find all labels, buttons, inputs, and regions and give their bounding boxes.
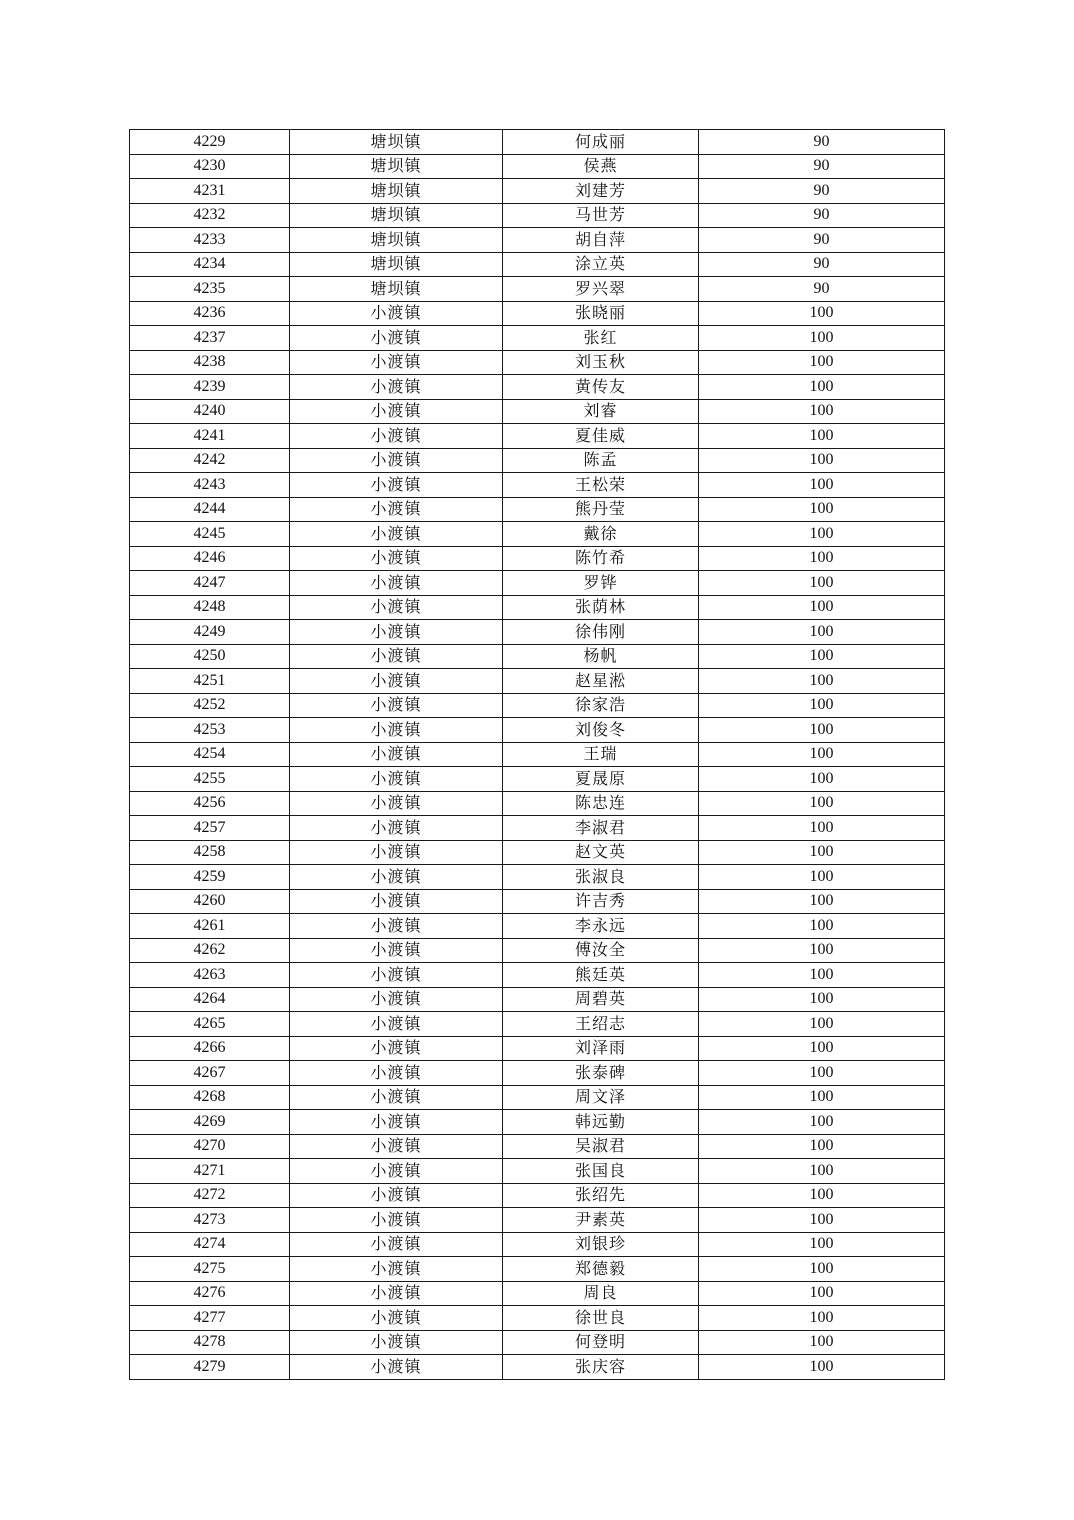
town-cell: 小渡镇: [290, 1330, 503, 1355]
amount-cell: 100: [699, 1036, 945, 1061]
amount-cell: 100: [699, 644, 945, 669]
amount-cell: 100: [699, 473, 945, 498]
serial-number-cell: 4278: [130, 1330, 290, 1355]
town-cell: 小渡镇: [290, 644, 503, 669]
town-cell: 塘坝镇: [290, 130, 503, 155]
person-name-cell: 韩远勤: [503, 1110, 699, 1135]
serial-number-cell: 4230: [130, 154, 290, 179]
table-row: [130, 179, 945, 204]
serial-number-cell: 4241: [130, 424, 290, 449]
town-cell: 塘坝镇: [290, 203, 503, 228]
town-cell: 塘坝镇: [290, 228, 503, 253]
person-name-cell: 徐世良: [503, 1306, 699, 1331]
roster-table: [129, 129, 945, 1380]
person-name-cell: 刘泽雨: [503, 1036, 699, 1061]
table-row: [130, 1208, 945, 1233]
amount-cell: 100: [699, 742, 945, 767]
amount-cell: 100: [699, 522, 945, 547]
town-cell: 小渡镇: [290, 1281, 503, 1306]
amount-cell: 100: [699, 718, 945, 743]
town-cell: 小渡镇: [290, 375, 503, 400]
table-row: [130, 571, 945, 596]
person-name-cell: 刘银珍: [503, 1232, 699, 1257]
serial-number-cell: 4254: [130, 742, 290, 767]
town-cell: 小渡镇: [290, 1159, 503, 1184]
person-name-cell: 夏晟原: [503, 767, 699, 792]
amount-cell: 100: [699, 424, 945, 449]
person-name-cell: 陈忠连: [503, 791, 699, 816]
serial-number-cell: 4233: [130, 228, 290, 253]
person-name-cell: 熊丹莹: [503, 497, 699, 522]
serial-number-cell: 4231: [130, 179, 290, 204]
serial-number-cell: 4266: [130, 1036, 290, 1061]
town-cell: 小渡镇: [290, 791, 503, 816]
person-name-cell: 张国良: [503, 1159, 699, 1184]
amount-cell: 100: [699, 1306, 945, 1331]
table-row: [130, 1183, 945, 1208]
table-row: [130, 1330, 945, 1355]
amount-cell: 100: [699, 1183, 945, 1208]
town-cell: 小渡镇: [290, 1061, 503, 1086]
town-cell: 小渡镇: [290, 350, 503, 375]
serial-number-cell: 4264: [130, 987, 290, 1012]
person-name-cell: 李淑君: [503, 816, 699, 841]
person-name-cell: 张晓丽: [503, 301, 699, 326]
town-cell: 小渡镇: [290, 497, 503, 522]
town-cell: 塘坝镇: [290, 154, 503, 179]
amount-cell: 100: [699, 1232, 945, 1257]
town-cell: 小渡镇: [290, 865, 503, 890]
table-row: [130, 1306, 945, 1331]
town-cell: 小渡镇: [290, 1183, 503, 1208]
serial-number-cell: 4249: [130, 620, 290, 645]
table-row: [130, 816, 945, 841]
town-cell: 小渡镇: [290, 938, 503, 963]
table-row: [130, 1134, 945, 1159]
serial-number-cell: 4267: [130, 1061, 290, 1086]
person-name-cell: 罗兴翠: [503, 277, 699, 302]
table-row: [130, 693, 945, 718]
table-row: [130, 1061, 945, 1086]
serial-number-cell: 4271: [130, 1159, 290, 1184]
table-row: [130, 448, 945, 473]
person-name-cell: 黄传友: [503, 375, 699, 400]
serial-number-cell: 4252: [130, 693, 290, 718]
town-cell: 小渡镇: [290, 473, 503, 498]
person-name-cell: 刘睿: [503, 399, 699, 424]
amount-cell: 100: [699, 1330, 945, 1355]
table-row: [130, 987, 945, 1012]
person-name-cell: 侯燕: [503, 154, 699, 179]
table-row: [130, 840, 945, 865]
person-name-cell: 罗铧: [503, 571, 699, 596]
town-cell: 小渡镇: [290, 1208, 503, 1233]
serial-number-cell: 4257: [130, 816, 290, 841]
person-name-cell: 周良: [503, 1281, 699, 1306]
serial-number-cell: 4237: [130, 326, 290, 351]
table-row: [130, 669, 945, 694]
table-row: [130, 620, 945, 645]
town-cell: 小渡镇: [290, 840, 503, 865]
town-cell: 小渡镇: [290, 742, 503, 767]
amount-cell: 100: [699, 987, 945, 1012]
serial-number-cell: 4268: [130, 1085, 290, 1110]
town-cell: 小渡镇: [290, 620, 503, 645]
serial-number-cell: 4274: [130, 1232, 290, 1257]
town-cell: 小渡镇: [290, 595, 503, 620]
amount-cell: 100: [699, 840, 945, 865]
table-row: [130, 154, 945, 179]
serial-number-cell: 4275: [130, 1257, 290, 1282]
table-row: [130, 644, 945, 669]
table-row: [130, 742, 945, 767]
person-name-cell: 刘俊冬: [503, 718, 699, 743]
serial-number-cell: 4235: [130, 277, 290, 302]
person-name-cell: 周文泽: [503, 1085, 699, 1110]
serial-number-cell: 4239: [130, 375, 290, 400]
serial-number-cell: 4247: [130, 571, 290, 596]
amount-cell: 100: [699, 620, 945, 645]
amount-cell: 100: [699, 816, 945, 841]
amount-cell: 100: [699, 1257, 945, 1282]
amount-cell: 100: [699, 1110, 945, 1135]
amount-cell: 100: [699, 669, 945, 694]
town-cell: 塘坝镇: [290, 277, 503, 302]
person-name-cell: 赵星淞: [503, 669, 699, 694]
table-row: [130, 473, 945, 498]
table-row: [130, 1232, 945, 1257]
serial-number-cell: 4255: [130, 767, 290, 792]
table-row: [130, 938, 945, 963]
table-row: [130, 424, 945, 449]
serial-number-cell: 4273: [130, 1208, 290, 1233]
table-row: [130, 375, 945, 400]
amount-cell: 100: [699, 326, 945, 351]
amount-cell: 100: [699, 693, 945, 718]
town-cell: 小渡镇: [290, 1232, 503, 1257]
serial-number-cell: 4276: [130, 1281, 290, 1306]
amount-cell: 100: [699, 448, 945, 473]
person-name-cell: 赵文英: [503, 840, 699, 865]
town-cell: 小渡镇: [290, 301, 503, 326]
amount-cell: 100: [699, 497, 945, 522]
serial-number-cell: 4240: [130, 399, 290, 424]
serial-number-cell: 4263: [130, 963, 290, 988]
serial-number-cell: 4251: [130, 669, 290, 694]
amount-cell: 90: [699, 130, 945, 155]
town-cell: 小渡镇: [290, 816, 503, 841]
person-name-cell: 周碧英: [503, 987, 699, 1012]
town-cell: 小渡镇: [290, 1134, 503, 1159]
table-row: [130, 277, 945, 302]
table-row: [130, 252, 945, 277]
person-name-cell: 王绍志: [503, 1012, 699, 1037]
person-name-cell: 马世芳: [503, 203, 699, 228]
person-name-cell: 涂立英: [503, 252, 699, 277]
serial-number-cell: 4232: [130, 203, 290, 228]
serial-number-cell: 4261: [130, 914, 290, 939]
town-cell: 小渡镇: [290, 1012, 503, 1037]
town-cell: 小渡镇: [290, 1306, 503, 1331]
person-name-cell: 王松荣: [503, 473, 699, 498]
amount-cell: 90: [699, 228, 945, 253]
table-row: [130, 767, 945, 792]
serial-number-cell: 4243: [130, 473, 290, 498]
serial-number-cell: 4245: [130, 522, 290, 547]
amount-cell: 100: [699, 791, 945, 816]
serial-number-cell: 4250: [130, 644, 290, 669]
table-row: [130, 497, 945, 522]
table-row: [130, 791, 945, 816]
table-row: [130, 1355, 945, 1380]
amount-cell: 100: [699, 1281, 945, 1306]
table-row: [130, 1257, 945, 1282]
serial-number-cell: 4279: [130, 1355, 290, 1380]
amount-cell: 100: [699, 865, 945, 890]
serial-number-cell: 4238: [130, 350, 290, 375]
serial-number-cell: 4260: [130, 889, 290, 914]
amount-cell: 100: [699, 375, 945, 400]
table-row: [130, 1012, 945, 1037]
amount-cell: 100: [699, 301, 945, 326]
amount-cell: 90: [699, 203, 945, 228]
person-name-cell: 张绍先: [503, 1183, 699, 1208]
table-row: [130, 228, 945, 253]
table-row: [130, 889, 945, 914]
serial-number-cell: 4234: [130, 252, 290, 277]
serial-number-cell: 4242: [130, 448, 290, 473]
amount-cell: 100: [699, 963, 945, 988]
table-row: [130, 301, 945, 326]
table-row: [130, 595, 945, 620]
table-row: [130, 1159, 945, 1184]
table-row: [130, 1281, 945, 1306]
serial-number-cell: 4265: [130, 1012, 290, 1037]
table-row: [130, 326, 945, 351]
person-name-cell: 戴徐: [503, 522, 699, 547]
amount-cell: 100: [699, 1159, 945, 1184]
person-name-cell: 张庆容: [503, 1355, 699, 1380]
table-row: [130, 1085, 945, 1110]
town-cell: 小渡镇: [290, 326, 503, 351]
amount-cell: 100: [699, 1061, 945, 1086]
amount-cell: 100: [699, 938, 945, 963]
town-cell: 小渡镇: [290, 1036, 503, 1061]
person-name-cell: 郑德毅: [503, 1257, 699, 1282]
amount-cell: 100: [699, 1012, 945, 1037]
person-name-cell: 张红: [503, 326, 699, 351]
serial-number-cell: 4229: [130, 130, 290, 155]
person-name-cell: 尹素英: [503, 1208, 699, 1233]
town-cell: 小渡镇: [290, 767, 503, 792]
amount-cell: 100: [699, 595, 945, 620]
amount-cell: 90: [699, 154, 945, 179]
amount-cell: 100: [699, 1355, 945, 1380]
person-name-cell: 夏佳威: [503, 424, 699, 449]
serial-number-cell: 4259: [130, 865, 290, 890]
town-cell: 塘坝镇: [290, 179, 503, 204]
table-row: [130, 1036, 945, 1061]
town-cell: 小渡镇: [290, 424, 503, 449]
amount-cell: 100: [699, 350, 945, 375]
serial-number-cell: 4262: [130, 938, 290, 963]
amount-cell: 90: [699, 179, 945, 204]
table-row: [130, 718, 945, 743]
amount-cell: 90: [699, 252, 945, 277]
amount-cell: 100: [699, 399, 945, 424]
town-cell: 小渡镇: [290, 987, 503, 1012]
town-cell: 小渡镇: [290, 1257, 503, 1282]
person-name-cell: 徐家浩: [503, 693, 699, 718]
town-cell: 小渡镇: [290, 546, 503, 571]
person-name-cell: 许吉秀: [503, 889, 699, 914]
town-cell: 塘坝镇: [290, 252, 503, 277]
amount-cell: 100: [699, 1085, 945, 1110]
town-cell: 小渡镇: [290, 1110, 503, 1135]
amount-cell: 100: [699, 1134, 945, 1159]
serial-number-cell: 4236: [130, 301, 290, 326]
serial-number-cell: 4258: [130, 840, 290, 865]
person-name-cell: 熊廷英: [503, 963, 699, 988]
town-cell: 小渡镇: [290, 718, 503, 743]
table-row: [130, 865, 945, 890]
amount-cell: 100: [699, 914, 945, 939]
person-name-cell: 张淑良: [503, 865, 699, 890]
serial-number-cell: 4253: [130, 718, 290, 743]
town-cell: 小渡镇: [290, 571, 503, 596]
serial-number-cell: 4248: [130, 595, 290, 620]
amount-cell: 100: [699, 571, 945, 596]
serial-number-cell: 4269: [130, 1110, 290, 1135]
table-row: [130, 1110, 945, 1135]
town-cell: 小渡镇: [290, 693, 503, 718]
person-name-cell: 傅汝全: [503, 938, 699, 963]
table-row: [130, 130, 945, 155]
person-name-cell: 吴淑君: [503, 1134, 699, 1159]
person-name-cell: 何成丽: [503, 130, 699, 155]
town-cell: 小渡镇: [290, 1085, 503, 1110]
person-name-cell: 徐伟刚: [503, 620, 699, 645]
serial-number-cell: 4256: [130, 791, 290, 816]
town-cell: 小渡镇: [290, 963, 503, 988]
amount-cell: 90: [699, 277, 945, 302]
person-name-cell: 何登明: [503, 1330, 699, 1355]
town-cell: 小渡镇: [290, 1355, 503, 1380]
person-name-cell: 张荫林: [503, 595, 699, 620]
town-cell: 小渡镇: [290, 889, 503, 914]
amount-cell: 100: [699, 767, 945, 792]
town-cell: 小渡镇: [290, 522, 503, 547]
person-name-cell: 陈竹希: [503, 546, 699, 571]
serial-number-cell: 4277: [130, 1306, 290, 1331]
table-row: [130, 522, 945, 547]
person-name-cell: 张泰碑: [503, 1061, 699, 1086]
table-row: [130, 399, 945, 424]
table-row: [130, 914, 945, 939]
amount-cell: 100: [699, 1208, 945, 1233]
person-name-cell: 王瑞: [503, 742, 699, 767]
serial-number-cell: 4244: [130, 497, 290, 522]
town-cell: 小渡镇: [290, 914, 503, 939]
table-row: [130, 963, 945, 988]
table-row: [130, 546, 945, 571]
person-name-cell: 刘建芳: [503, 179, 699, 204]
serial-number-cell: 4272: [130, 1183, 290, 1208]
serial-number-cell: 4270: [130, 1134, 290, 1159]
amount-cell: 100: [699, 889, 945, 914]
amount-cell: 100: [699, 546, 945, 571]
roster-table-body: [130, 130, 945, 1380]
table-row: [130, 203, 945, 228]
town-cell: 小渡镇: [290, 399, 503, 424]
person-name-cell: 李永远: [503, 914, 699, 939]
table-row: [130, 350, 945, 375]
town-cell: 小渡镇: [290, 448, 503, 473]
town-cell: 小渡镇: [290, 669, 503, 694]
person-name-cell: 陈孟: [503, 448, 699, 473]
person-name-cell: 杨帆: [503, 644, 699, 669]
person-name-cell: 刘玉秋: [503, 350, 699, 375]
person-name-cell: 胡自萍: [503, 228, 699, 253]
serial-number-cell: 4246: [130, 546, 290, 571]
